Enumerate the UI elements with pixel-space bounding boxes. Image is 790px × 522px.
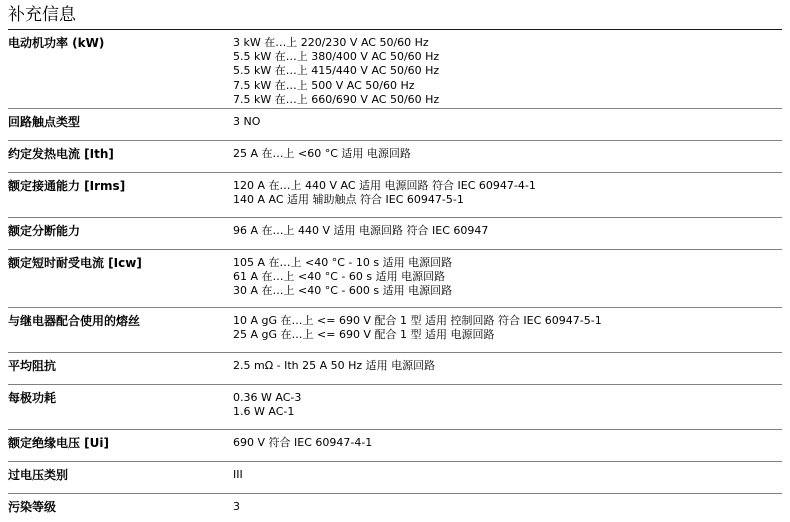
- spec-value: 3 NO: [233, 115, 261, 128]
- spec-label: 与继电器配合使用的熔丝: [8, 314, 141, 328]
- spec-value: 7.5 kW 在…上 660/690 V AC 50/60 Hz: [233, 92, 440, 106]
- spec-value: 96 A 在…上 440 V 适用 电源回路 符合 IEC 60947: [233, 224, 489, 237]
- spec-label: 平均阻抗: [8, 359, 57, 373]
- spec-row-thermal-current: [8, 141, 782, 173]
- spec-value: 0.36 W AC-3: [233, 391, 302, 404]
- spec-label: 约定发热电流 [Ith]: [8, 147, 114, 161]
- spec-value: 10 A gG 在…上 <= 690 V 配合 1 型 适用 控制回路 符合 IEC 60947-5-1: [233, 314, 602, 327]
- spec-value: 140 A AC 适用 辅助触点 符合 IEC 60947-5-1: [233, 193, 464, 207]
- spec-value: 120 A 在…上 440 V AC 适用 电源回路 符合 IEC 60947-4-1: [233, 179, 536, 192]
- spec-row-breaking-capacity: [8, 218, 782, 250]
- spec-label: 每极功耗: [8, 391, 57, 405]
- spec-label: 电动机功率 (kW): [8, 36, 105, 50]
- spec-label: 过电压类别: [8, 468, 69, 482]
- spec-row-power-dissipation: [8, 385, 782, 430]
- spec-value: 61 A 在…上 <40 °C - 60 s 适用 电源回路: [233, 270, 446, 284]
- spec-value: 5.5 kW 在…上 380/400 V AC 50/60 Hz: [233, 50, 440, 64]
- section-title: 补充信息: [8, 5, 76, 25]
- spec-row-contact-type: [8, 109, 782, 141]
- spec-value: III: [233, 468, 243, 481]
- spec-label: 额定短时耐受电流 [Icw]: [8, 256, 142, 270]
- spec-label: 额定分断能力: [8, 224, 81, 238]
- spec-row-fuse: [8, 308, 782, 353]
- spec-value: 3 kW 在…上 220/230 V AC 50/60 Hz: [233, 36, 429, 49]
- spec-row-short-time-current: [8, 250, 782, 308]
- spec-values: [233, 147, 778, 161]
- spec-values: [233, 468, 778, 482]
- spec-values: [233, 179, 778, 207]
- spec-values: [233, 224, 778, 238]
- spec-values: [233, 391, 778, 419]
- spec-value: 25 A gG 在…上 <= 690 V 配合 1 型 适用 电源回路: [233, 328, 495, 342]
- spec-row-motor-power: [8, 30, 782, 109]
- spec-value: 2.5 mΩ - Ith 25 A 50 Hz 适用 电源回路: [233, 359, 436, 372]
- spec-values: [233, 436, 778, 450]
- spec-row-overvoltage-category: [8, 462, 782, 494]
- spec-value: 30 A 在…上 <40 °C - 600 s 适用 电源回路: [233, 284, 453, 298]
- spec-value: 25 A 在…上 <60 °C 适用 电源回路: [233, 147, 411, 160]
- spec-row-impedance: [8, 353, 782, 385]
- spec-values: [233, 115, 778, 129]
- spec-values: [233, 256, 778, 299]
- spec-table: [8, 30, 782, 522]
- spec-values: [233, 359, 778, 373]
- spec-value: 5.5 kW 在…上 415/440 V AC 50/60 Hz: [233, 64, 440, 78]
- spec-values: [233, 314, 778, 342]
- spec-value: 690 V 符合 IEC 60947-4-1: [233, 436, 373, 449]
- spec-label: 污染等级: [8, 500, 57, 514]
- spec-value: 7.5 kW 在…上 500 V AC 50/60 Hz: [233, 78, 415, 92]
- spec-row-insulation-voltage: [8, 430, 782, 462]
- spec-row-pollution-degree: [8, 494, 782, 522]
- spec-value: 3: [233, 500, 240, 513]
- spec-label: 额定绝缘电压 [Ui]: [8, 436, 110, 450]
- spec-label: 回路触点类型: [8, 115, 81, 129]
- spec-label: 额定接通能力 [Irms]: [8, 179, 126, 193]
- spec-value: 105 A 在…上 <40 °C - 10 s 适用 电源回路: [233, 256, 453, 269]
- spec-values: [233, 500, 778, 514]
- spec-values: [233, 36, 778, 107]
- spec-value: 1.6 W AC-1: [233, 405, 295, 419]
- spec-row-making-capacity: [8, 173, 782, 218]
